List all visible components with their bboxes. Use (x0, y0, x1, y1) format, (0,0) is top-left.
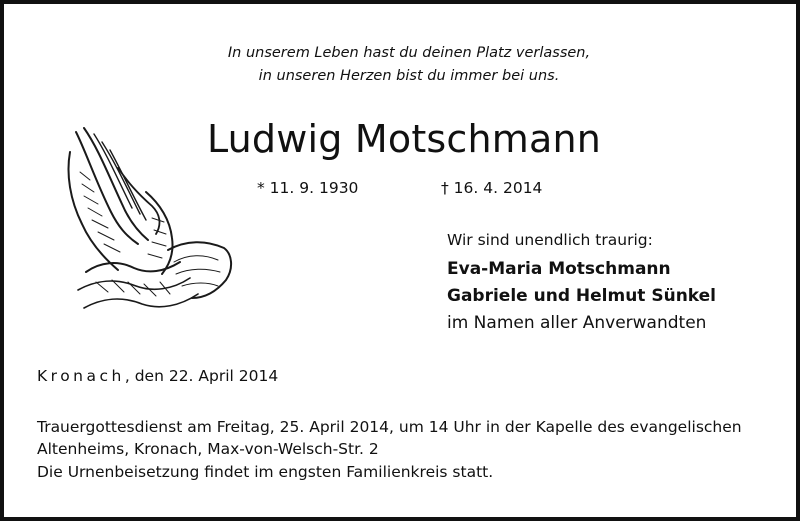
funeral-service-info: Trauergottesdienst am Freitag, 25. April 2014, um 14 Uhr in der Kapelle des evangelischen Altenheims, Kronach, Max-von-Welsch-Str. 2 (37, 418, 742, 458)
quote-line-1: In unserem Leben hast du deinen Platz verlassen, (227, 45, 591, 61)
date: , den 22. April 2014 (124, 367, 279, 385)
deceased-name-text: Ludwig Motschmann (206, 117, 602, 161)
place-and-date (37, 367, 278, 385)
burial-info: Die Urnenbeisetzung findet im engsten Familienkreis statt. (37, 463, 494, 481)
birth-date: * 11. 9. 1930 (257, 179, 359, 197)
death-date: † 16. 4. 2014 (441, 179, 543, 197)
place: Kronach (37, 367, 125, 385)
quote-line-2: in unseren Herzen bist du immer bei uns. (258, 68, 560, 84)
memorial-quote (4, 42, 800, 88)
mourner-name: Eva-Maria Motschmann (447, 259, 671, 279)
mourners-intro: Wir sind unendlich traurig: (447, 231, 653, 249)
mourners-outro: im Namen aller Anverwandten (447, 313, 707, 333)
mourner-name: Gabriele und Helmut Sünkel (447, 286, 717, 306)
praying-hands-icon (56, 122, 238, 322)
